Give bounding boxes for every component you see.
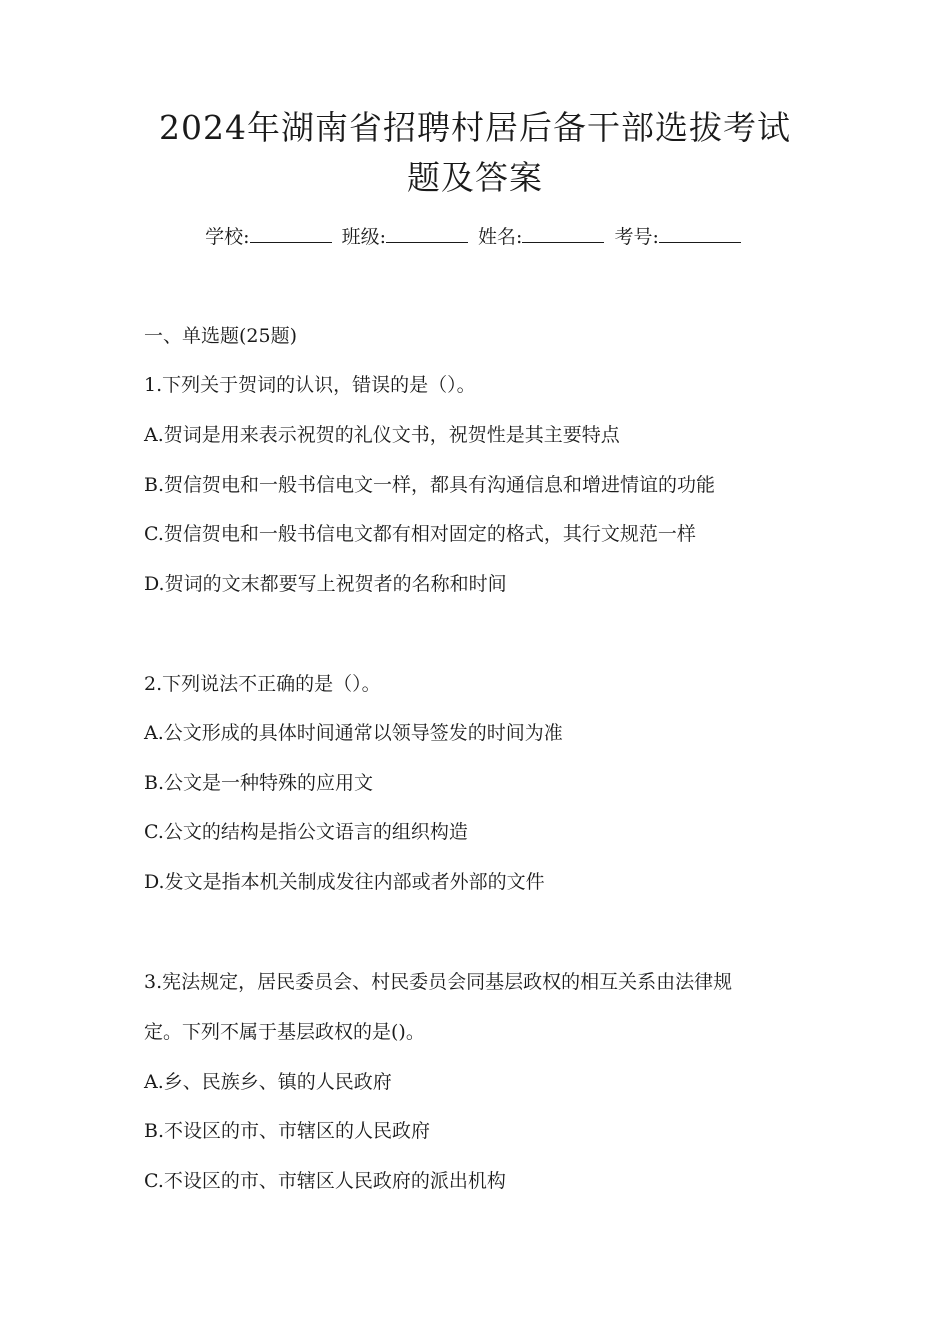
question-1-option-c: C.贺信贺电和一般书信电文都有相对固定的格式，其行文规范一样 [144, 523, 696, 545]
class-blank [386, 224, 468, 243]
section-heading: 一、单选题(25题) [144, 325, 298, 347]
document-title-line-1: 2024年湖南省招聘村居后备干部选拔考试 [159, 108, 791, 147]
question-2-option-a: A.公文形成的具体时间通常以领导签发的时间为准 [144, 722, 563, 744]
question-3-option-b: B.不设区的市、市辖区的人民政府 [144, 1120, 431, 1142]
number-label: 考号: [614, 226, 659, 248]
question-1-stem: 1.下列关于贺词的认识，错误的是（）。 [144, 374, 476, 396]
name-blank [522, 224, 604, 243]
question-3-option-c: C.不设区的市、市辖区人民政府的派出机构 [144, 1170, 506, 1192]
number-blank [659, 224, 741, 243]
school-blank [250, 224, 332, 243]
question-2-stem: 2.下列说法不正确的是（）。 [144, 673, 381, 695]
question-3-stem-line-2: 定。下列不属于基层政权的是()。 [144, 1021, 425, 1043]
question-2-option-d: D.发文是指本机关制成发往内部或者外部的文件 [144, 871, 545, 893]
class-field [342, 224, 472, 250]
question-3-stem-line-1: 3.宪法规定，居民委员会、村民委员会同基层政权的相互关系由法律规 [144, 971, 733, 993]
question-1-option-a: A.贺词是用来表示祝贺的礼仪文书，祝贺性是其主要特点 [144, 424, 620, 446]
question-2-option-b: B.公文是一种特殊的应用文 [144, 772, 374, 794]
student-info-row [0, 224, 950, 250]
school-label: 学校: [205, 226, 250, 248]
class-label: 班级: [341, 226, 386, 248]
question-2-option-c: C.公文的结构是指公文语言的组织构造 [144, 821, 468, 843]
document-title-line-2: 题及答案 [407, 158, 543, 197]
school-field [205, 224, 335, 250]
number-field [614, 224, 744, 250]
question-1-option-b: B.贺信贺电和一般书信电文一样，都具有沟通信息和增进情谊的功能 [144, 474, 716, 496]
name-field [478, 224, 608, 250]
name-label: 姓名: [478, 226, 523, 248]
question-3-option-a: A.乡、民族乡、镇的人民政府 [144, 1071, 392, 1093]
question-1-option-d: D.贺词的文末都要写上祝贺者的名称和时间 [144, 573, 507, 595]
